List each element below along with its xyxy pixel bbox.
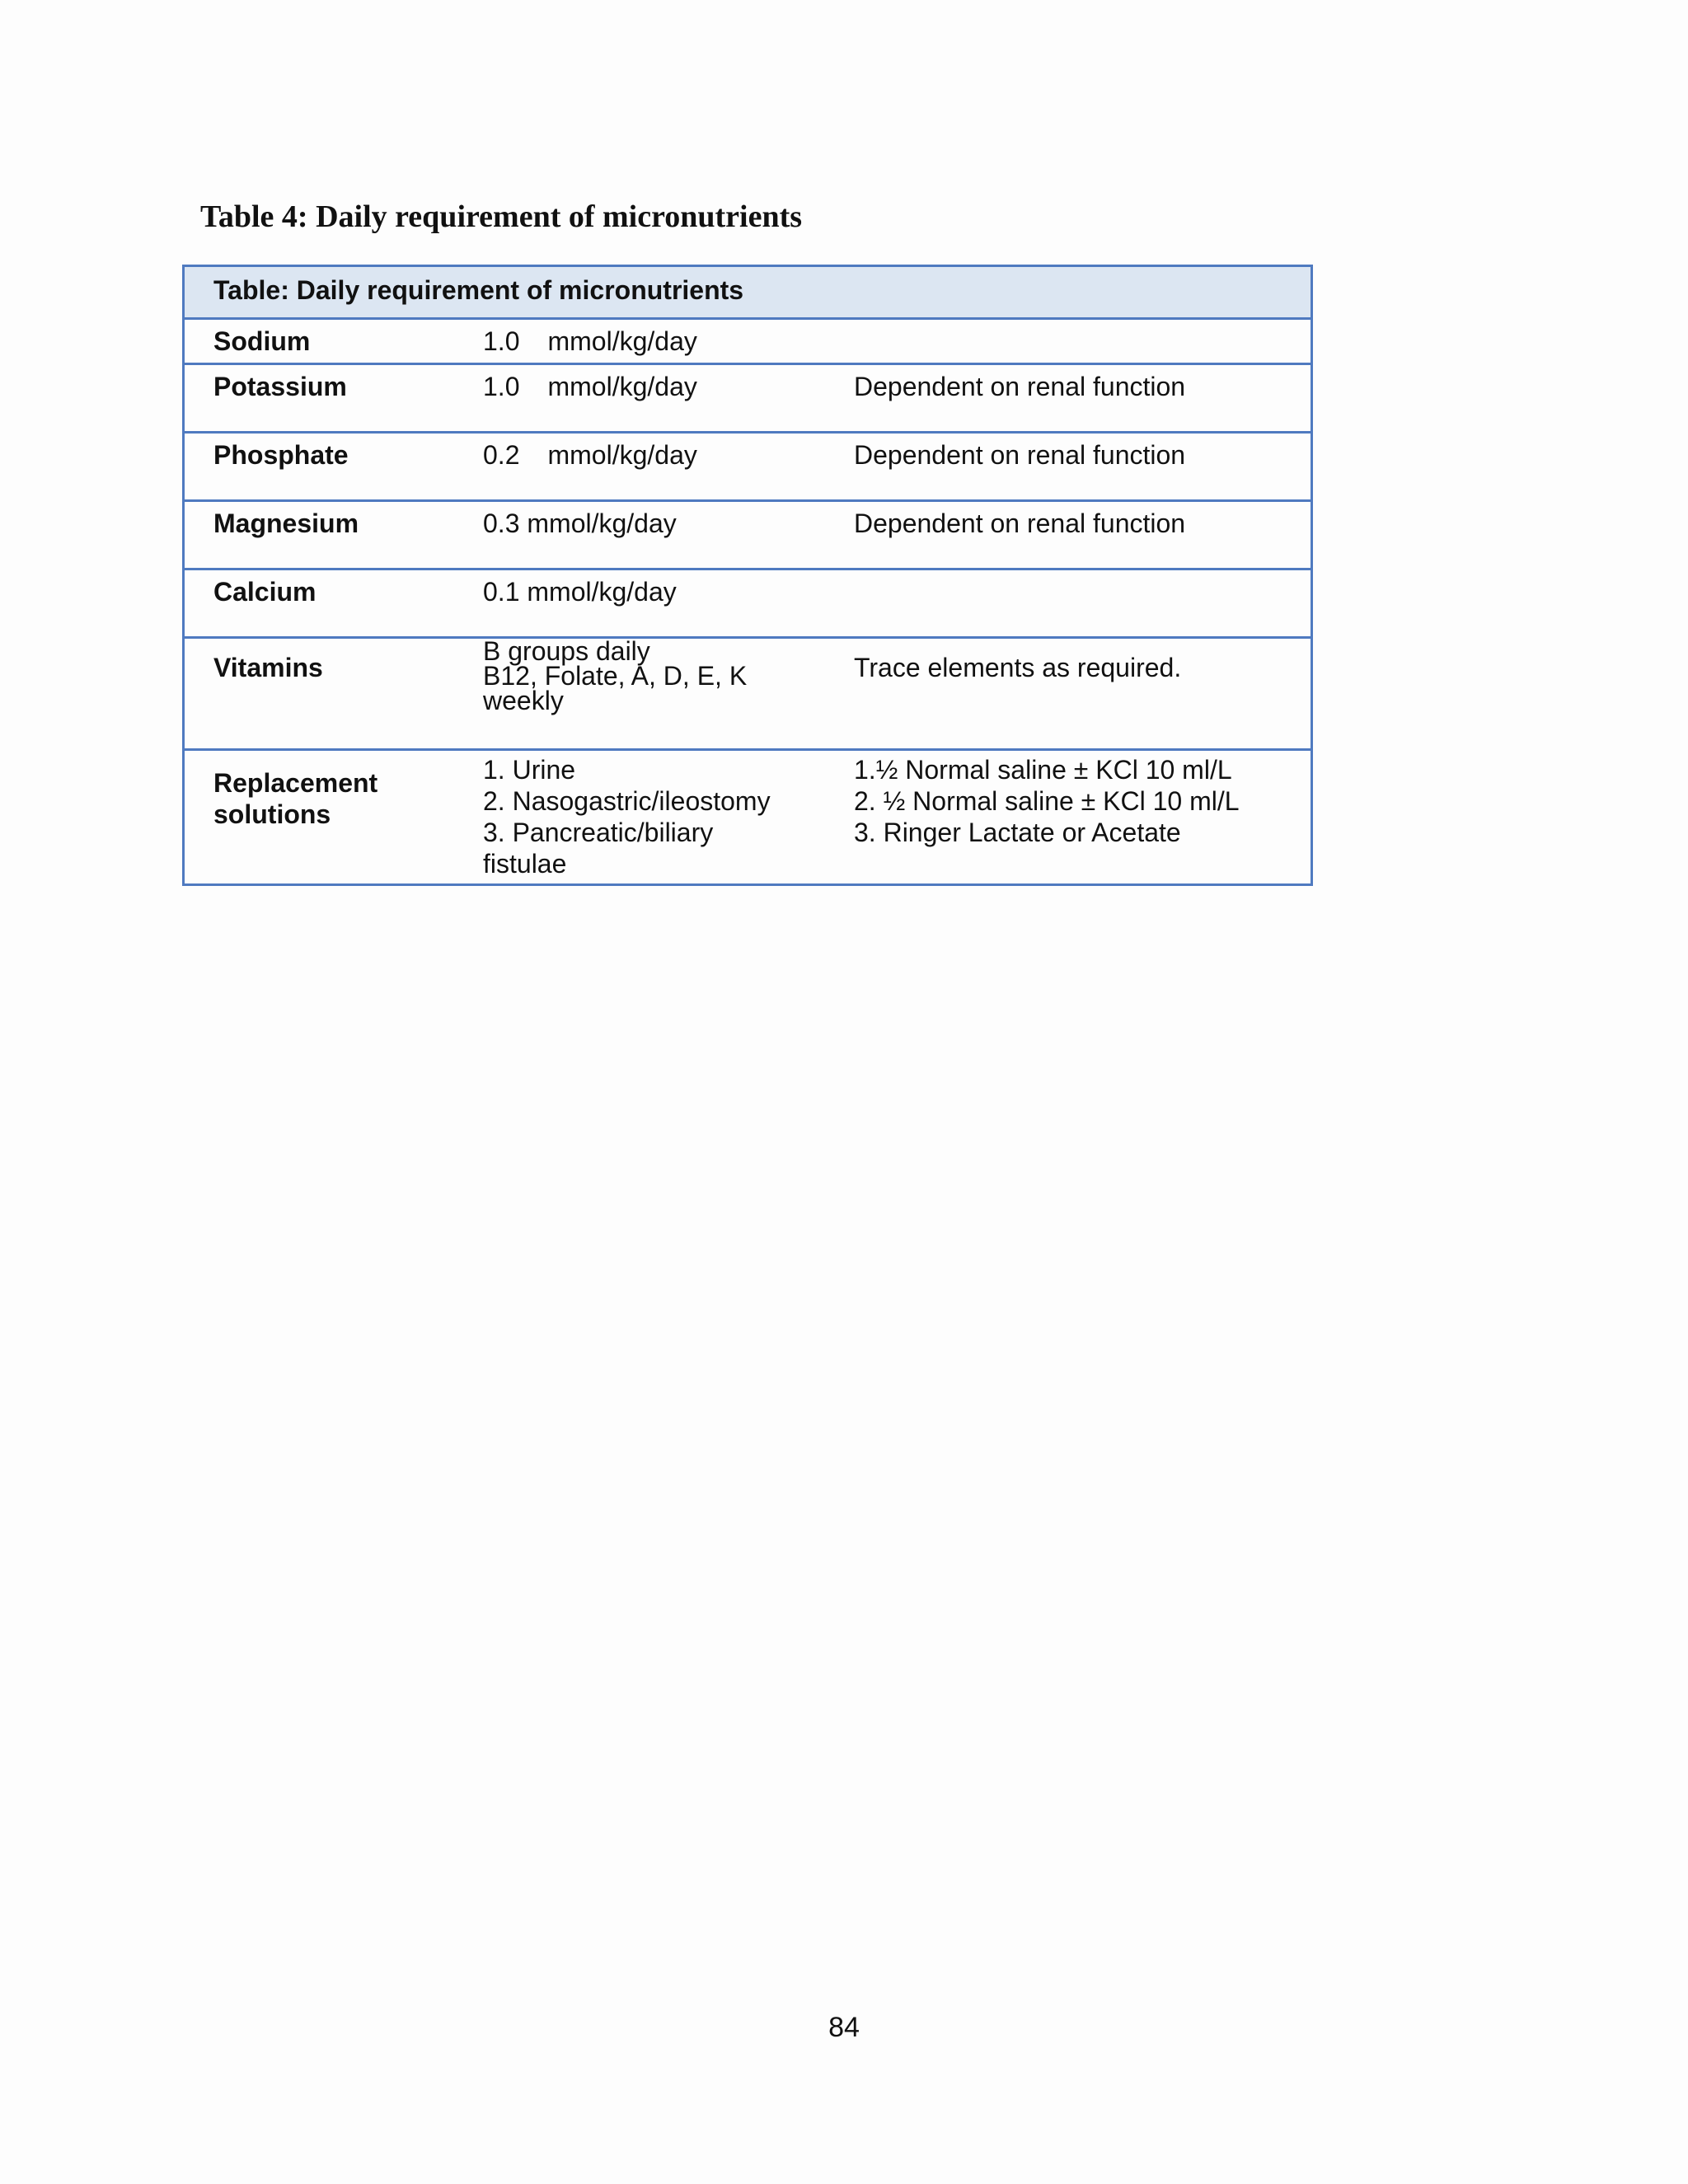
table-row-potassium (185, 363, 1311, 431)
table-row-phosphate (185, 431, 1311, 499)
row-note-potassium: Dependent on renal function (854, 372, 1186, 401)
table-caption-row (185, 267, 1311, 317)
row-note-replacement-solutions (854, 754, 1240, 848)
row-label-replacement-solutions (213, 767, 377, 830)
table-row-sodium (185, 317, 1311, 363)
row-note-vitamins: Trace elements as required. (854, 653, 1182, 682)
row-value-potassium (483, 371, 697, 402)
row-note-magnesium: Dependent on renal function (854, 509, 1186, 538)
replacement-fluid-line: 3. Ringer Lactate or Acetate (854, 818, 1181, 847)
row-value-sodium (483, 326, 697, 357)
table-row-magnesium (185, 499, 1311, 568)
table-heading: Table 4: Daily requirement of micronutrients (200, 199, 803, 234)
replacement-fluid-line: 2. ½ Normal saline ± KCl 10 ml/L (854, 786, 1240, 816)
replacement-source-line: 1. Urine (483, 755, 576, 785)
row-value-calcium: 0.1 mmol/kg/day (483, 577, 677, 607)
replacement-source-line: fistulae (483, 849, 567, 879)
row-label-potassium: Potassium (213, 372, 347, 401)
table-row-vitamins (185, 636, 1311, 748)
row-label-sodium: Sodium (213, 326, 311, 356)
vitamins-line: B groups daily (483, 636, 650, 666)
replacement-label-line: Replacement (213, 768, 378, 798)
page-number: 84 (828, 2012, 860, 2043)
vitamins-line: weekly (483, 686, 564, 715)
table-caption: Table: Daily requirement of micronutrients (213, 275, 744, 305)
row-value-replacement-solutions (483, 754, 771, 879)
row-label-calcium: Calcium (213, 577, 316, 607)
table-row-calcium (185, 568, 1311, 636)
potassium-unit: mmol/kg/day (547, 372, 697, 401)
row-value-magnesium: 0.3 mmol/kg/day (483, 509, 677, 538)
row-value-vitamins (483, 636, 748, 715)
sodium-unit: mmol/kg/day (547, 326, 697, 356)
replacement-source-line: 2. Nasogastric/ileostomy (483, 786, 771, 816)
vitamins-line: B12, Folate, A, D, E, K (483, 661, 748, 691)
row-label-vitamins: Vitamins (213, 653, 323, 682)
sodium-amount: 1.0 (483, 326, 520, 356)
phosphate-amount: 0.2 (483, 440, 520, 470)
replacement-source-line: 3. Pancreatic/biliary (483, 818, 714, 847)
micronutrients-table (182, 265, 1313, 886)
row-label-phosphate: Phosphate (213, 440, 349, 470)
replacement-fluid-line: 1.½ Normal saline ± KCl 10 ml/L (854, 755, 1232, 785)
table-row-replacement-solutions (185, 748, 1311, 883)
replacement-label-line: solutions (213, 799, 331, 829)
phosphate-unit: mmol/kg/day (547, 440, 697, 470)
row-note-phosphate: Dependent on renal function (854, 440, 1186, 470)
potassium-amount: 1.0 (483, 372, 520, 401)
row-value-phosphate (483, 439, 697, 471)
row-label-magnesium: Magnesium (213, 509, 359, 538)
